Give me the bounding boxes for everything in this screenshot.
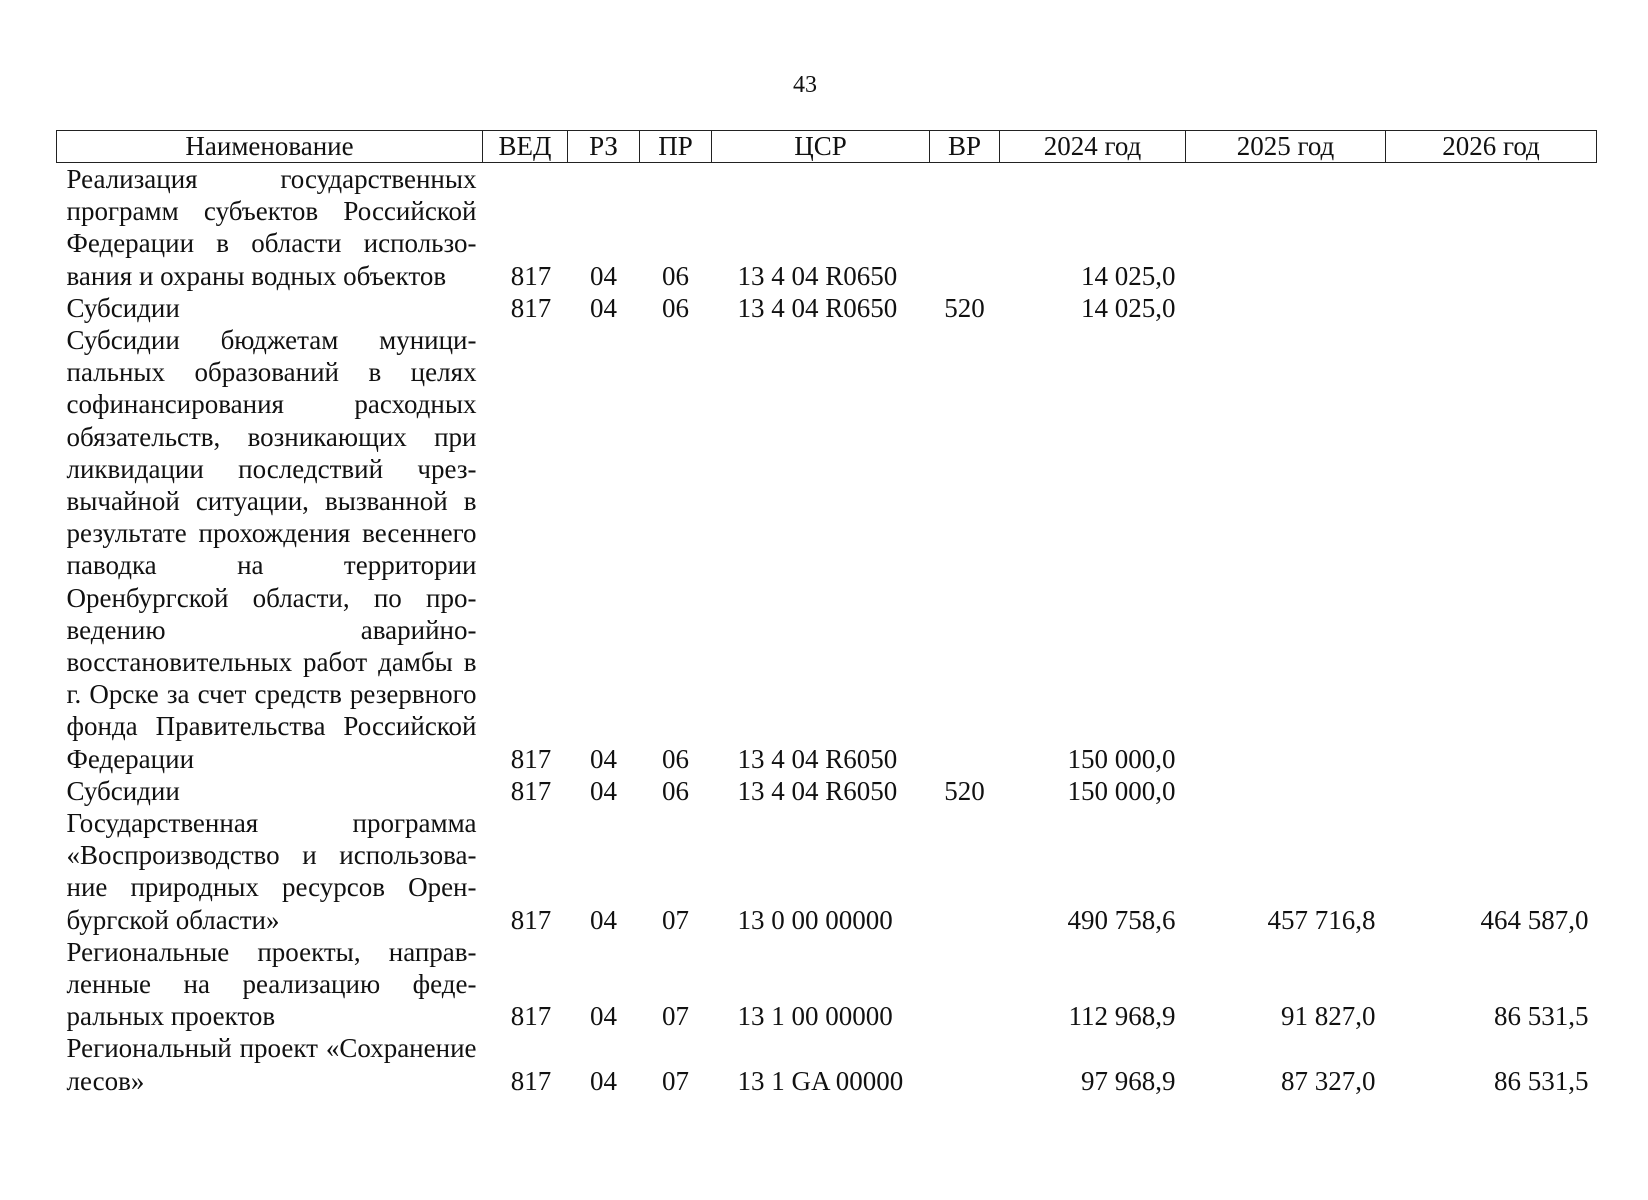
row-2024: 490 758,6 — [1067, 904, 1176, 935]
row-2026 — [1386, 163, 1597, 292]
row-2025: 91 827,0 — [1281, 1001, 1376, 1032]
row-csr: 13 1 GA 00000 — [737, 1065, 904, 1096]
row-2025: 457 716,8 — [1267, 904, 1376, 935]
row-2024: 150 000,0 — [1067, 743, 1176, 774]
row-ved: 817 — [510, 743, 552, 774]
row-csr: 13 4 04 R6050 — [737, 743, 898, 774]
row-2024: 150 000,0 — [1067, 775, 1176, 806]
row-vr: 520 — [944, 775, 985, 806]
row-2026 — [1386, 775, 1597, 807]
row-2025 — [1186, 292, 1386, 324]
row-csr: 13 4 04 R0650 — [737, 260, 898, 291]
header-2025: 2025 год — [1186, 131, 1386, 163]
row-2025 — [1186, 775, 1386, 807]
row-pr: 07 — [662, 904, 689, 935]
row-2026: 86 531,5 — [1494, 1001, 1589, 1032]
row-2026 — [1386, 324, 1597, 775]
table-row — [57, 936, 1597, 1033]
row-vr — [930, 1032, 1000, 1096]
table-row — [57, 807, 1597, 936]
row-2024: 97 968,9 — [1081, 1065, 1176, 1096]
row-vr — [930, 936, 1000, 1033]
row-vr: 520 — [944, 292, 985, 323]
header-pr: ПР — [640, 131, 712, 163]
row-pr: 07 — [662, 1001, 689, 1032]
row-rz: 04 — [590, 1065, 617, 1096]
header-vr: ВР — [930, 131, 1000, 163]
row-2025 — [1186, 324, 1386, 775]
row-pr: 06 — [662, 775, 689, 806]
row-rz: 04 — [590, 743, 617, 774]
header-name: Наименование — [57, 131, 483, 163]
budget-table — [56, 130, 1597, 1097]
table-row — [57, 324, 1597, 775]
table-row — [57, 1032, 1597, 1096]
row-csr: 13 4 04 R0650 — [737, 292, 898, 323]
row-2024: 112 968,9 — [1068, 1001, 1176, 1032]
row-2026: 464 587,0 — [1480, 904, 1589, 935]
row-name: Государственная программа «Воспроизводство и использование природных ресурсов Оренбургской области» — [66, 808, 477, 935]
row-pr: 06 — [662, 260, 689, 291]
row-csr: 13 4 04 R6050 — [737, 775, 898, 806]
table-row — [57, 163, 1597, 292]
row-name: Региональные проекты, направленные на реализацию федеральных проектов — [66, 936, 477, 1032]
row-rz: 04 — [590, 292, 617, 323]
row-ved: 817 — [510, 1065, 552, 1096]
row-rz: 04 — [590, 1001, 617, 1032]
row-ved: 817 — [510, 292, 552, 323]
row-ved: 817 — [510, 904, 552, 935]
row-vr — [930, 807, 1000, 936]
row-ved: 817 — [510, 1001, 552, 1032]
row-name: Субсидии — [66, 775, 180, 806]
row-rz: 04 — [590, 775, 617, 806]
table-row — [57, 775, 1597, 807]
row-vr — [930, 324, 1000, 775]
page-number: 43 — [793, 72, 817, 98]
row-name: Субсидии — [66, 292, 180, 323]
row-2024: 14 025,0 — [1081, 260, 1176, 291]
header-csr: ЦСР — [712, 131, 930, 163]
row-name: Субсидии бюджетам муниципальных образований в целях софинансирования расходных обязательств, возникающих при ликвидации последствий чрезвычайной ситуации, вызванной в результате прохождения весеннего паводка на территории Оренбургской области, по проведению аварийно-восстановительных работ дамбы в г. Орске за счет средств резервного фонда Правительства Российской Федерации — [66, 325, 477, 774]
row-name: Реализация государственных программ субъектов Российской Федерации в области использования и охраны водных объектов — [66, 164, 477, 291]
row-ved: 817 — [510, 775, 552, 806]
row-2025: 87 327,0 — [1281, 1065, 1376, 1096]
row-pr: 07 — [662, 1065, 689, 1096]
row-ved: 817 — [510, 260, 552, 291]
row-name: Региональный проект «Сохранение лесов» — [66, 1033, 477, 1096]
table-header-row — [57, 131, 1597, 163]
row-csr: 13 1 00 00000 — [737, 1001, 893, 1032]
row-2026: 86 531,5 — [1494, 1065, 1589, 1096]
table-row — [57, 292, 1597, 324]
header-rz: РЗ — [568, 131, 640, 163]
header-2026: 2026 год — [1386, 131, 1597, 163]
header-2024: 2024 год — [1000, 131, 1186, 163]
row-csr: 13 0 00 00000 — [737, 904, 893, 935]
row-2024: 14 025,0 — [1081, 292, 1176, 323]
row-pr: 06 — [662, 743, 689, 774]
row-2026 — [1386, 292, 1597, 324]
row-rz: 04 — [590, 904, 617, 935]
row-rz: 04 — [590, 260, 617, 291]
row-2025 — [1186, 163, 1386, 292]
header-ved: ВЕД — [483, 131, 568, 163]
row-pr: 06 — [662, 292, 689, 323]
row-vr — [930, 163, 1000, 292]
